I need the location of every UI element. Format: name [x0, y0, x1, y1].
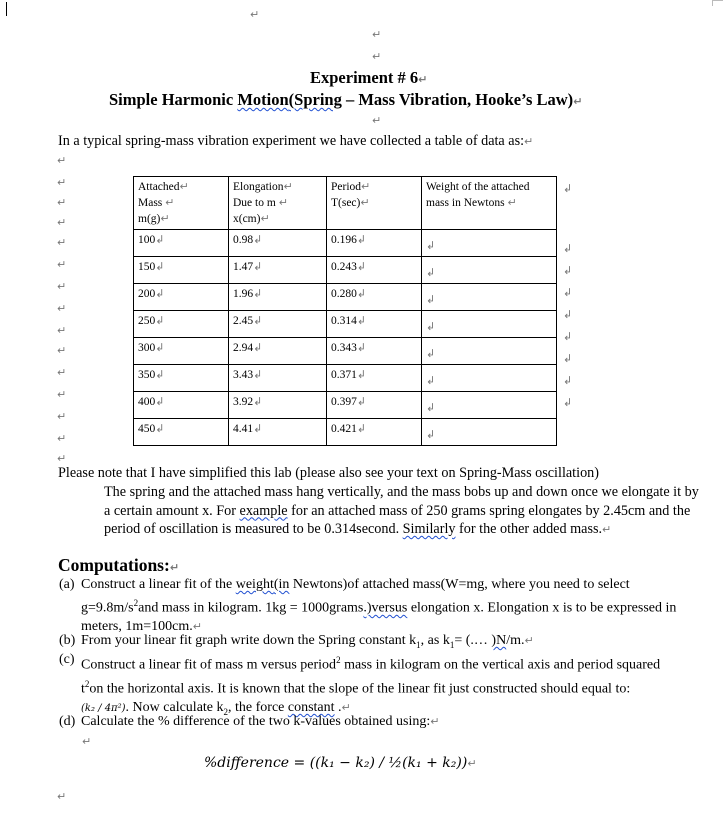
- gutter-mark: ↵: [57, 302, 67, 315]
- period-cell: 0.243↲: [327, 257, 422, 284]
- gutter-mark: ↵: [57, 176, 67, 189]
- paragraph-mark: ↵: [57, 790, 67, 803]
- paragraph-mark: ↵: [372, 114, 382, 127]
- table-row: [134, 338, 557, 365]
- period-cell: 0.421↲: [327, 419, 422, 446]
- mass-cell: 400↲: [134, 392, 229, 419]
- elongation-cell: 3.43↲: [229, 365, 327, 392]
- computation-item-d: [59, 713, 699, 732]
- table-row: [134, 284, 557, 311]
- row-end-mark: ↲: [563, 264, 573, 277]
- elongation-cell: 1.96↲: [229, 284, 327, 311]
- computation-item-b: [59, 632, 699, 651]
- note-paragraph: The spring and the attached mass hang vertically, and the mass bobs up and down once we elongate it by a certain amount x. For example for an attached mass of 250 grams spring elongates by 2.45cm and the period of oscillation is measured to be 0.314second. Similarly for the other added mass.↵: [104, 484, 699, 537]
- item-label: (d): [59, 714, 76, 729]
- weight-cell[interactable]: ↲: [422, 338, 557, 365]
- text-cursor: [6, 2, 7, 16]
- mass-cell: 250↲: [134, 311, 229, 338]
- item-text: Calculate the % difference of the two k-values obtained using:↵: [81, 714, 440, 729]
- gutter-mark: ↵: [57, 324, 67, 337]
- period-cell: 0.371↲: [327, 365, 422, 392]
- header-weight: Weight of the attached mass in Newtons ↵: [422, 177, 557, 230]
- elongation-cell: 2.45↲: [229, 311, 327, 338]
- weight-cell[interactable]: ↲: [422, 392, 557, 419]
- weight-cell[interactable]: ↲: [422, 311, 557, 338]
- item-text: Construct a linear fit of the weight(in Newtons)of attached mass(W=mg, where you need to select $g=9.8m/s^2and$ mass in kilogram. 1kg = 1000grams.)versus elongation x. Elongation x is to be expressed in meters, 1m=100cm.↵: [81, 577, 677, 635]
- gutter-mark: ↵: [57, 388, 67, 401]
- row-end-mark: ↲: [563, 374, 573, 387]
- header-elongation: Elongation↵ Due to m ↵ x(cm)↵: [229, 177, 327, 230]
- gutter-mark: ↵: [57, 280, 67, 293]
- table-row: [134, 419, 557, 446]
- table-header-row: [134, 177, 557, 230]
- period-cell: 0.343↲: [327, 338, 422, 365]
- mass-cell: 200↲: [134, 284, 229, 311]
- weight-cell[interactable]: ↲: [422, 284, 557, 311]
- mass-cell: 350↲: [134, 365, 229, 392]
- row-end-mark: ↲: [563, 242, 573, 255]
- row-end-mark: ↲: [563, 330, 573, 343]
- page-corner-mark: [712, 0, 723, 1]
- paragraph-mark: ↵: [82, 735, 92, 748]
- computation-item-c: [59, 651, 699, 717]
- paragraph-mark: ↵: [372, 28, 382, 41]
- paragraph-mark: ↵: [372, 50, 382, 63]
- elongation-cell: 4.41↲: [229, 419, 327, 446]
- row-end-mark: ↲: [563, 352, 573, 365]
- paragraph-mark: ↵: [250, 8, 260, 21]
- mass-cell: 100↲: [134, 230, 229, 257]
- computations-heading: Computations:↵: [58, 555, 180, 575]
- experiment-subtitle: Simple Harmonic Motion(Spring – Mass Vibration, Hooke’s Law)↵: [109, 90, 583, 109]
- table-row: [134, 230, 557, 257]
- gutter-mark: ↵: [57, 236, 67, 249]
- gutter-mark: ↵: [57, 432, 67, 445]
- item-label: (c): [59, 652, 75, 667]
- item-label: (a): [59, 577, 75, 592]
- item-text: From your linear fit graph write down the Spring constant $k_1$, as $k_1=$ (.… )N/m.↵: [81, 633, 534, 650]
- row-end-mark: ↲: [563, 396, 573, 409]
- gutter-mark: ↵: [57, 410, 67, 423]
- row-end-mark: ↲: [563, 286, 573, 299]
- gutter-mark: ↵: [57, 196, 67, 209]
- weight-cell[interactable]: ↲: [422, 419, 557, 446]
- percent-difference-formula: %difference = ((k₁ − k₂) / ½(k₁ + k₂))↵: [204, 755, 477, 771]
- elongation-cell: 2.94↲: [229, 338, 327, 365]
- gutter-mark: ↵: [57, 366, 67, 379]
- weight-cell[interactable]: ↲: [422, 230, 557, 257]
- elongation-cell: 1.47↲: [229, 257, 327, 284]
- mass-cell: 150↲: [134, 257, 229, 284]
- mass-cell: 300↲: [134, 338, 229, 365]
- gutter-mark: ↵: [57, 154, 67, 167]
- period-cell: 0.280↲: [327, 284, 422, 311]
- note-line: Please note that I have simplified this lab (please also see your text on Spring-Mass oscillation): [58, 465, 599, 481]
- data-table: [133, 176, 557, 446]
- gutter-mark: ↵: [57, 216, 67, 229]
- item-text: Construct a linear fit of mass m versus period$^2$ mass in kilogram on the vertical axis and period squared $t^2on$ the horizontal axis. It is known that the slope of the linear fit just constructed should equal to: (k₂ / 4π²). Now calculate $k_2$, the force constant .↵: [81, 655, 661, 717]
- intro-text: In a typical spring-mass vibration experiment we have collected a table of data as:↵: [58, 133, 534, 149]
- mass-cell: 450↲: [134, 419, 229, 446]
- table-row: [134, 311, 557, 338]
- gutter-mark: ↵: [57, 344, 67, 357]
- row-end-mark: ↲: [563, 182, 573, 195]
- gutter-mark: ↵: [57, 258, 67, 271]
- table-row: [134, 257, 557, 284]
- table-row: [134, 392, 557, 419]
- row-end-mark: ↲: [563, 308, 573, 321]
- period-cell: 0.314↲: [327, 311, 422, 338]
- table-row: [134, 365, 557, 392]
- experiment-title: Experiment # 6↵: [310, 68, 428, 87]
- period-cell: 0.397↲: [327, 392, 422, 419]
- elongation-cell: 3.92↲: [229, 392, 327, 419]
- period-cell: 0.196↲: [327, 230, 422, 257]
- item-label: (b): [59, 633, 76, 648]
- elongation-cell: 0.98↲: [229, 230, 327, 257]
- weight-cell[interactable]: ↲: [422, 365, 557, 392]
- weight-cell[interactable]: ↲: [422, 257, 557, 284]
- gutter-mark: ↵: [57, 452, 67, 465]
- header-period: Period↵ T(sec)↵: [327, 177, 422, 230]
- computation-item-a: [59, 576, 699, 635]
- page-corner-mark-vertical: [712, 0, 713, 6]
- header-mass: Attached↵ Mass ↵ m(g)↵: [134, 177, 229, 230]
